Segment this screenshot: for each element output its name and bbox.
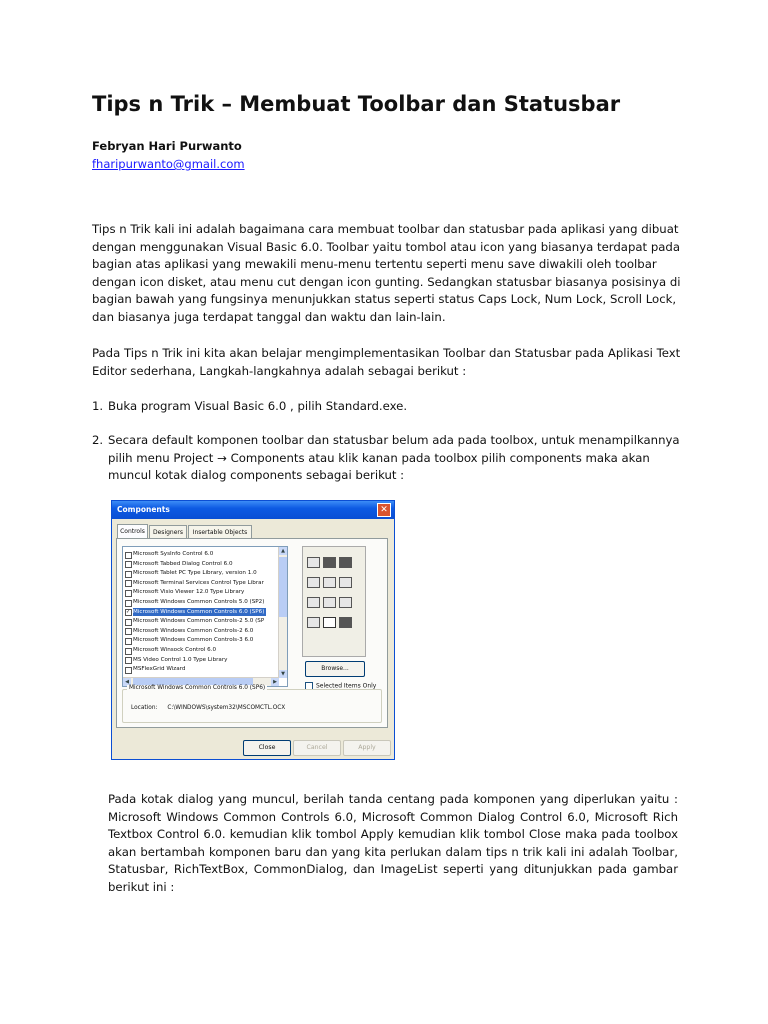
list-item[interactable]	[123, 598, 277, 607]
step-text: Secara default komponen toolbar dan statusbar belum ada pada toolbox, untuk menampilkannya pilih menu Project → Components atau klik kanan pada toolbox pilih components maka akan muncul kotak dialog components sebagai berikut :	[108, 433, 680, 483]
close-button[interactable]: Close	[243, 740, 291, 756]
tabstrip-icon	[307, 557, 320, 568]
list-item-label: Microsoft Winsock Control 6.0	[133, 647, 217, 653]
listview-icon	[339, 577, 352, 588]
location-value: C:\WINDOWS\system32\MSCOMCTL.OCX	[167, 705, 286, 711]
list-item-checkbox[interactable]	[125, 600, 132, 607]
list-item[interactable]	[123, 608, 277, 617]
list-item-checkbox[interactable]	[125, 619, 132, 626]
toolbar-icon	[323, 557, 336, 568]
list-item-label: Microsoft Windows Common Controls-2 5.0 (SP	[133, 618, 265, 625]
steps-intro-paragraph: Pada Tips n Trik ini kita akan belajar mengimplementasikan Toolbar dan Statusbar pada Aplikasi Text Editor sederhana, Langkah-langkahnya adalah sebagai berikut :	[92, 346, 681, 378]
list-item[interactable]	[123, 617, 277, 626]
vertical-scrollbar[interactable]	[278, 547, 287, 678]
imagecombo-icon	[339, 597, 352, 608]
list-item[interactable]	[123, 588, 277, 597]
statusbar-icon	[339, 557, 352, 568]
tab-controls[interactable]: Controls	[117, 524, 148, 539]
list-item-label: MS Video Control 1.0 Type Library	[133, 656, 228, 663]
components-list[interactable]	[122, 546, 288, 687]
location-row	[131, 705, 285, 711]
imagelist-icon	[307, 597, 320, 608]
list-item-label: Microsoft Tablet PC Type Library, version 1.0	[133, 570, 257, 577]
scroll-right-icon[interactable]: ▶	[271, 678, 279, 686]
list-item-label: Microsoft Windows Common Controls-2 6.0	[133, 627, 254, 634]
list-item-checkbox[interactable]	[125, 628, 132, 635]
group-title: Microsoft Windows Common Controls 6.0 (SP6)	[129, 685, 266, 691]
list-item-checkbox[interactable]	[125, 590, 132, 597]
list-item-label: Microsoft Visio Viewer 12.0 Type Library	[133, 589, 245, 596]
list-item-checkbox[interactable]	[125, 657, 132, 664]
listview-small-icon	[307, 617, 320, 628]
list-item[interactable]	[123, 550, 277, 559]
list-item[interactable]	[123, 560, 277, 569]
list-item-label: Microsoft Windows Common Controls-3 6.0	[133, 637, 254, 644]
list-item-label: Microsoft SysInfo Control 6.0	[133, 551, 214, 557]
list-item-checkbox[interactable]	[125, 638, 132, 645]
list-item-checkbox[interactable]	[125, 552, 132, 559]
list-item-label: Microsoft Windows Common Controls 5.0 (SP2)	[133, 599, 265, 605]
list-item-label: MSFlexGrid Wizard	[133, 666, 186, 673]
list-item[interactable]	[123, 579, 277, 588]
calendar-icon	[339, 617, 352, 628]
list-item[interactable]	[123, 656, 277, 665]
browse-button[interactable]: Browse...	[305, 661, 365, 677]
list-item-checkbox[interactable]	[125, 667, 132, 674]
scroll-thumb[interactable]	[279, 557, 287, 617]
components-dialog	[111, 500, 395, 760]
tab-insertable-objects[interactable]: Insertable Objects	[188, 525, 252, 538]
close-icon[interactable]: ✕	[377, 503, 391, 517]
list-item[interactable]	[123, 569, 277, 578]
picture-icon	[323, 617, 336, 628]
control-preview-pane	[302, 546, 366, 657]
page-title: Tips n Trik – Membuat Toolbar dan Statusbar	[92, 92, 621, 116]
list-item[interactable]	[123, 636, 277, 645]
list-item-checkbox[interactable]: ✓	[126, 609, 131, 616]
progressbar-icon	[307, 577, 320, 588]
scroll-left-icon[interactable]: ◀	[123, 678, 131, 686]
list-item[interactable]	[123, 627, 277, 636]
list-item-checkbox[interactable]	[125, 648, 132, 655]
treeview-icon	[323, 577, 336, 588]
list-item-label: Microsoft Tabbed Dialog Control 6.0	[133, 560, 233, 567]
list-item-label: Microsoft Terminal Services Control Type Librar	[133, 579, 264, 586]
checkbox-label: Selected Items Only	[316, 682, 377, 690]
list-item[interactable]	[123, 646, 277, 655]
list-item-label: Microsoft Windows Common Controls 6.0 (SP6)	[133, 608, 265, 615]
controls-tab-panel	[116, 538, 388, 728]
author-name: Febryan Hari Purwanto	[92, 139, 242, 153]
location-label: Location:	[131, 705, 158, 711]
intro-paragraph: Tips n Trik kali ini adalah bagaimana cara membuat toolbar dan statusbar pada aplikasi yang dibuat dengan menggunakan Visual Basic 6.0. Toolbar yaitu tombol atau icon yang biasanya terdapat pada bagian atas aplikasi yang mewakili menu-menu tertentu seperti menu save diwakili oleh toolbar dengan icon disket, atau menu cut dengan icon gunting. Sedangkan statusbar biasanya posisinya di bagian bawah yang fungsinya menunjukkan status seperti status Caps Lock, Num Lock, Scroll Lock, dan biasanya juga terdapat tanggal dan waktu dan lain-lain.	[92, 222, 681, 324]
cancel-button[interactable]: Cancel	[293, 740, 341, 756]
apply-button[interactable]: Apply	[343, 740, 391, 756]
scroll-down-icon[interactable]: ▼	[279, 670, 287, 678]
list-item-checkbox[interactable]	[125, 571, 132, 578]
list-item-checkbox[interactable]	[125, 580, 132, 587]
step-number: 1.	[92, 399, 104, 413]
step-number: 2.	[92, 433, 104, 447]
scroll-up-icon[interactable]: ▲	[279, 547, 287, 555]
list-item[interactable]	[123, 665, 277, 674]
slider-icon	[323, 597, 336, 608]
conclusion-paragraph: Pada kotak dialog yang muncul, berilah tanda centang pada komponen yang diperlukan yaitu : Microsoft Windows Common Controls 6.0, Microsoft Common Dialog Control 6.0, Microsoft Rich Textbox Control 6.0. kemudian klik tombol Apply kemudian klik tombol Close maka pada toolbox akan bertambah komponen baru dan yang kita perlukan dalam tips n trik kali ini adalah Toolbar, Statusbar, RichTextBox, CommonDialog, dan ImageList seperti yang ditunjukkan pada gambar berikut ini :	[108, 792, 678, 894]
tab-designers[interactable]: Designers	[149, 525, 187, 538]
author-email-link[interactable]: fharipurwanto@gmail.com	[92, 157, 245, 171]
list-item-checkbox[interactable]	[125, 561, 132, 568]
dialog-title-bar	[112, 501, 394, 519]
dialog-title: Components	[117, 505, 170, 514]
step-text: Buka program Visual Basic 6.0 , pilih Standard.exe.	[108, 399, 408, 413]
